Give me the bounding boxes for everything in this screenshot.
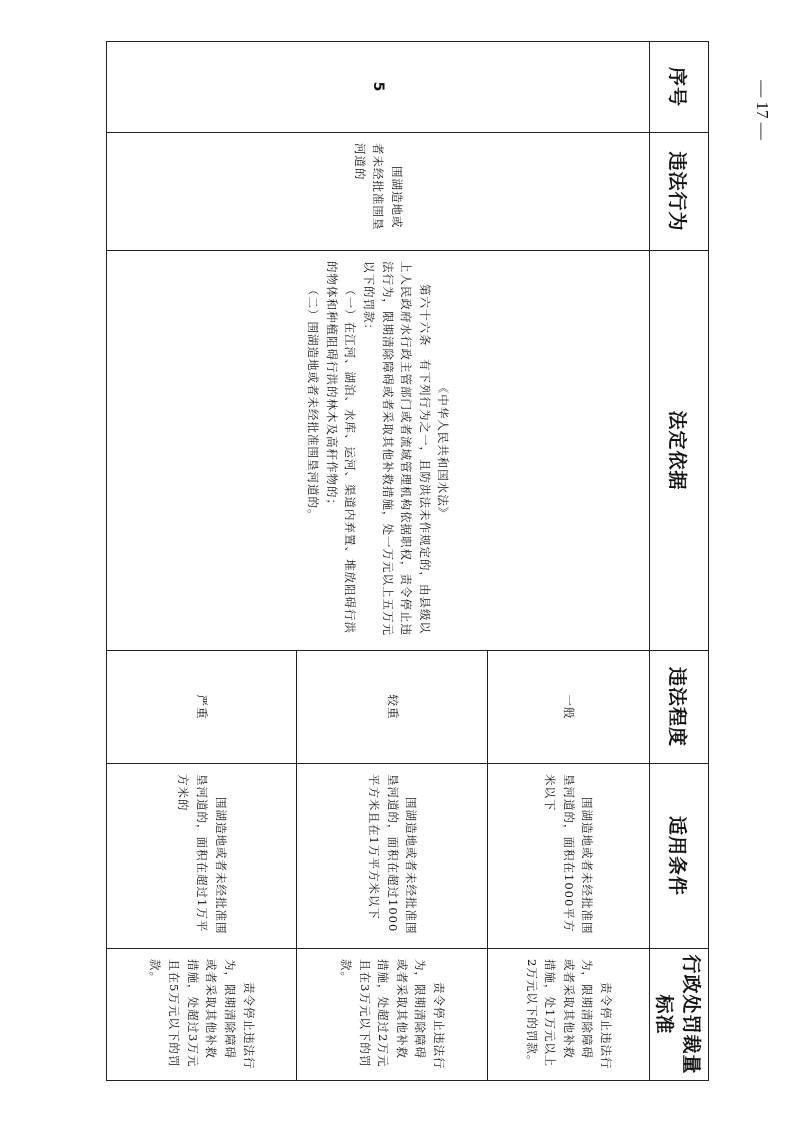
seq-cell: 5 bbox=[107, 42, 650, 133]
penalty-text: 责令停止违法行为，限期清除障碍或者采取其他补救措施，处超过2万元且在3万元以下的罚款。 bbox=[338, 959, 447, 1070]
severity-cell: 严重 bbox=[107, 651, 298, 764]
severity-cell: 一般 bbox=[487, 651, 649, 764]
law-title: 《中华人民共和国水法》 bbox=[436, 381, 451, 520]
penalty-text: 责令停止违法行为，限期清除障碍或者采取其他补救措施，处超过3万元且在5万元以下的罚款。 bbox=[148, 959, 256, 1070]
violation-text: 围湖造地或者未经批准围垦河道的 bbox=[352, 143, 404, 231]
violation-cell bbox=[107, 133, 650, 251]
header-seq: 序号 bbox=[650, 42, 709, 133]
condition-cell bbox=[297, 764, 487, 949]
header-row bbox=[650, 42, 709, 1081]
header-legal-basis: 法定依据 bbox=[650, 251, 709, 651]
penalty-cell bbox=[487, 949, 649, 1081]
penalty-cell bbox=[297, 949, 487, 1081]
header-violation: 违法行为 bbox=[650, 133, 709, 251]
header-severity: 违法程度 bbox=[650, 651, 709, 764]
article-item-2: （二）围湖造地或者未经批准围垦河道的。 bbox=[306, 284, 321, 522]
page-number-text: — 17 — bbox=[753, 80, 772, 140]
table-row bbox=[487, 42, 649, 1081]
header-conditions: 适用条件 bbox=[650, 764, 709, 949]
penalty-table bbox=[106, 41, 709, 1080]
condition-text: 围湖造地或者未经批准围垦河道的，面积在超过1000平方米且在1万平方米以下 bbox=[366, 774, 419, 935]
penalty-standard-table bbox=[106, 41, 709, 1081]
penalty-text: 责令停止违法行为，限期清除障碍或者采取其他补救措施，处1万元以上2万元以下的罚款。 bbox=[524, 959, 614, 1070]
page-number bbox=[742, 60, 782, 160]
legal-basis-cell bbox=[107, 251, 650, 651]
condition-cell bbox=[487, 764, 649, 949]
condition-cell bbox=[107, 764, 298, 949]
penalty-cell bbox=[107, 949, 298, 1081]
condition-text: 围湖造地或者未经批准围垦河道的，面积在1000平方米以下 bbox=[543, 774, 595, 935]
severity-cell: 较重 bbox=[297, 651, 487, 764]
article-item-1: （一）在江河、湖泊、水库、运河、渠道内弃置、堆放阻碍行洪的物体和种植阻碍行洪的林木及高秆作物的； bbox=[324, 261, 358, 634]
article-text: 第六十六条 有下列行为之一，且防洪法未作规定的，由县级以上人民政府水行政主管部门或者流域管理机构依据职权，责令停止违法行为，限期清除障碍或者采取其他补救措施，处一万元以上五万元以下的罚款： bbox=[362, 261, 432, 636]
condition-text: 围湖造地或者未经批准围垦河道的，面积在超过1万平方米的 bbox=[176, 774, 228, 935]
header-penalty: 行政处罚裁量标准 bbox=[650, 949, 709, 1081]
